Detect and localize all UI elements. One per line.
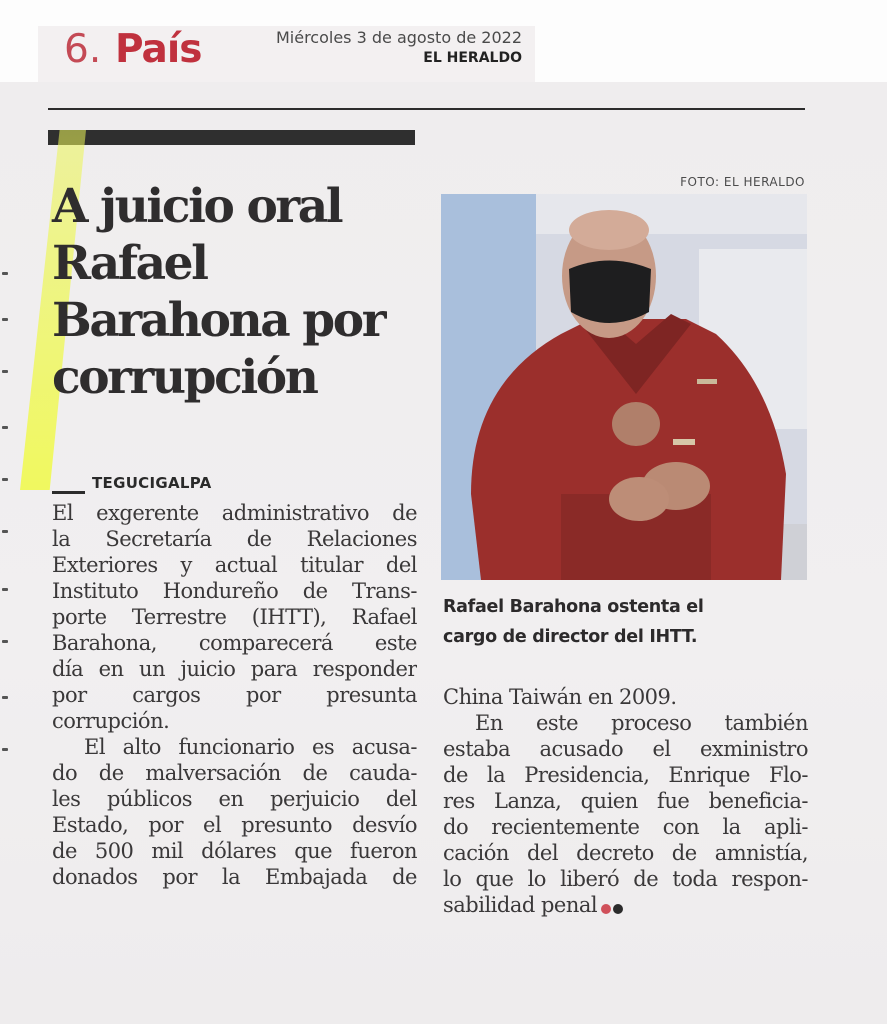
text-line: de la Presidencia, Enrique Flo- <box>443 763 808 787</box>
text-line: donados por la Embajada de <box>52 865 417 889</box>
adjacent-column-edge <box>0 100 14 820</box>
end-dot-dark <box>613 904 623 914</box>
headline-bar <box>48 130 415 145</box>
headline-line: A juicio oral <box>52 179 342 234</box>
text-line: do recientemente con la apli- <box>443 815 808 839</box>
text-line: la Secretaría de Relaciones <box>52 527 417 551</box>
two-dots-end-icon <box>601 894 625 919</box>
text-line: estaba acusado el exministro <box>443 737 808 761</box>
dateline-bar <box>52 491 85 494</box>
photo-illustration <box>441 194 807 580</box>
text-line: Barahona, comparecerá este <box>52 631 417 655</box>
caption-line: Rafael Barahona ostenta el <box>443 597 704 617</box>
section-title: País <box>115 27 202 72</box>
text-line: les públicos en perjuicio del <box>52 787 417 811</box>
text-line: por cargos por presunta <box>52 683 417 707</box>
headline-line: Rafael <box>52 236 207 291</box>
article-photo <box>441 194 807 580</box>
last-text-line <box>443 892 808 918</box>
headline-line: corrupción <box>52 350 317 405</box>
newspaper-name: EL HERALDO <box>423 50 522 66</box>
text-line: res Lanza, quien fue beneficia- <box>443 789 808 813</box>
text-line: cación del decreto de amnistía, <box>443 841 808 865</box>
text-line: do de malversación de cauda- <box>52 761 417 785</box>
text-line: corrupción. <box>52 709 170 733</box>
publication-date: Miércoles 3 de agosto de 2022 <box>275 28 522 47</box>
text-line: El alto funcionario es acusa- <box>84 735 417 759</box>
text-line-final: sabilidad penal <box>443 893 598 917</box>
text-line: China Taiwán en 2009. <box>443 685 677 709</box>
article-headline <box>52 178 422 406</box>
article-column-2 <box>443 684 808 918</box>
photo-credit: FOTO: EL HERALDO <box>680 175 805 189</box>
text-line: día en un juicio para responder <box>52 657 417 681</box>
end-dot-red <box>601 904 611 914</box>
header-rule <box>48 108 805 110</box>
text-line: Exteriores y actual titular del <box>52 553 417 577</box>
headline-line: Barahona por <box>52 293 385 348</box>
text-line: porte Terrestre (IHTT), Rafael <box>52 605 417 629</box>
text-line: En este proceso también <box>475 711 808 735</box>
page-number: 6. <box>64 27 102 72</box>
text-line: de 500 mil dólares que fueron <box>52 839 417 863</box>
article-column-1 <box>52 500 417 890</box>
photo-caption <box>443 592 808 652</box>
caption-line: cargo de director del IHTT. <box>443 627 698 647</box>
text-line: lo que lo liberó de toda respon- <box>443 867 808 891</box>
text-line: Instituto Hondureño de Trans- <box>52 579 417 603</box>
text-line: Estado, por el presunto desvío <box>52 813 417 837</box>
text-line: El exgerente administrativo de <box>52 501 417 525</box>
dateline: TEGUCIGALPA <box>92 474 212 492</box>
